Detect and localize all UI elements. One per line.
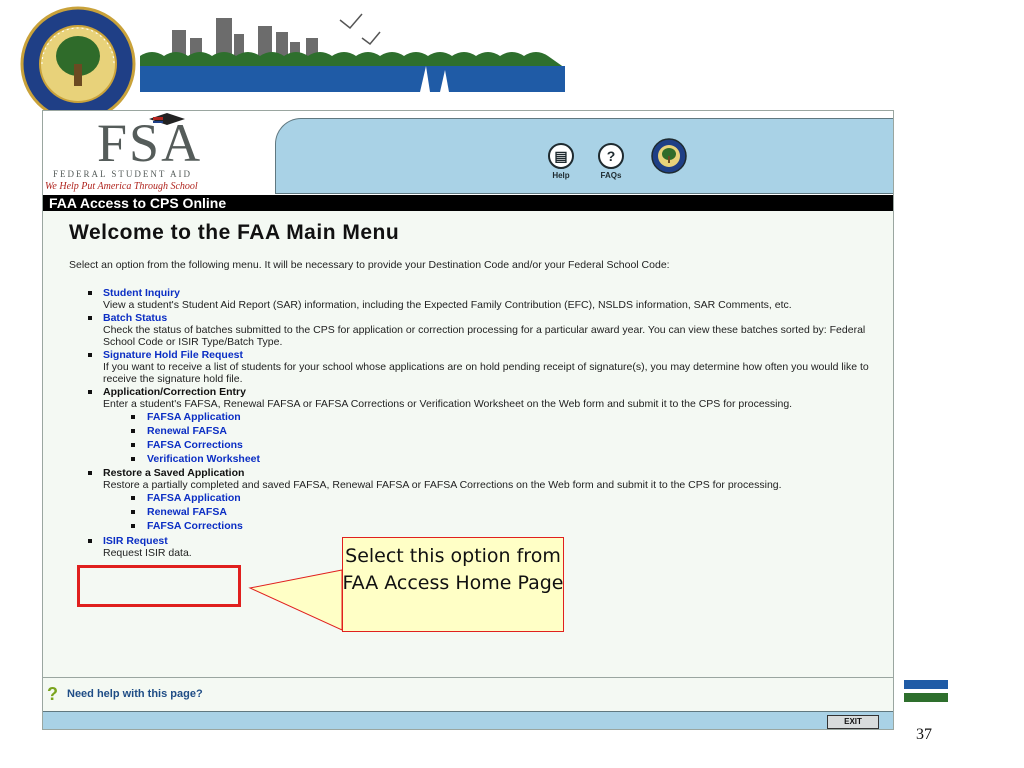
fsa-tagline: We Help Put America Through School — [45, 181, 198, 192]
isir-highlight-box — [77, 565, 241, 607]
app-correction-heading: Application/Correction Entry — [103, 386, 246, 398]
question-icon: ? — [598, 143, 624, 169]
city-skyline-banner-icon — [140, 8, 565, 96]
menu-item-app-correction — [93, 386, 883, 466]
faqs-button[interactable] — [598, 143, 624, 180]
sub-link-verification-worksheet[interactable]: Verification Worksheet — [103, 452, 883, 466]
fsa-wordmark: FSA — [97, 113, 203, 173]
restore-link-fafsa-application[interactable]: FAFSA Application — [103, 491, 883, 505]
fsa-subtitle: FEDERAL STUDENT AID — [53, 169, 192, 179]
help-bar — [43, 677, 894, 710]
restore-link-renewal-fafsa[interactable]: Renewal FAFSA — [103, 505, 883, 519]
site-header — [43, 111, 894, 195]
help-button[interactable] — [548, 143, 574, 180]
stripe-flag-icon — [904, 680, 948, 702]
page-title: Welcome to the FAA Main Menu — [69, 221, 400, 244]
sub-link-renewal-fafsa[interactable]: Renewal FAFSA — [103, 424, 883, 438]
menu-item-restore — [93, 467, 883, 533]
restore-desc: Restore a partially completed and saved FAFSA, Renewal FAFSA or FAFSA Corrections on the Web form and submit it to the CPS for processing. — [103, 479, 782, 491]
need-help-link[interactable]: Need help with this page? — [67, 688, 203, 700]
restore-link-fafsa-corrections[interactable]: FAFSA Corrections — [103, 519, 883, 533]
callout-pointer — [240, 560, 350, 640]
intro-text: Select an option from the following menu. It will be necessary to provide your Destination Code and/or your Federal School Code: — [69, 259, 670, 271]
isir-request-desc: Request ISIR data. — [103, 547, 192, 559]
app-correction-desc: Enter a student's FAFSA, Renewal FAFSA or FAFSA Corrections or Verification Worksheet on the Web form and submit it to the CPS for processing. — [103, 398, 793, 410]
main-menu — [93, 287, 883, 560]
sub-link-fafsa-corrections[interactable]: FAFSA Corrections — [103, 438, 883, 452]
help-question-icon: ? — [47, 684, 58, 704]
signature-hold-desc: If you want to receive a list of students for your school whose applications are on hold pending receipt of signature(s), you may determine how often you would like to receive the signature hold file. — [103, 361, 869, 385]
nav-band — [275, 118, 893, 194]
batch-status-desc: Check the status of batches submitted to the CPS for application or correction processing for a particular award year. You can view these batches sorted by: Federal School Code or ISIR Type/Batch Type. — [103, 324, 866, 348]
batch-status-link[interactable]: Batch Status — [103, 312, 168, 324]
fsa-logo — [45, 111, 275, 195]
restore-heading: Restore a Saved Application — [103, 467, 245, 479]
ed-seal-icon[interactable] — [650, 137, 688, 175]
isir-request-link[interactable]: ISIR Request — [103, 535, 168, 547]
footer-bar — [43, 711, 894, 730]
student-inquiry-link[interactable]: Student Inquiry — [103, 287, 180, 299]
book-icon: ▤ — [548, 143, 574, 169]
faa-access-screenshot — [42, 110, 894, 730]
menu-item-student-inquiry — [93, 287, 883, 311]
faqs-label: FAQs — [600, 171, 622, 180]
student-inquiry-desc: View a student's Student Aid Report (SAR) information, including the Expected Family Contribution (EFC), NSLDS information, SAR Comments, etc. — [103, 299, 792, 311]
department-of-education-seal-icon — [18, 4, 138, 124]
sub-link-fafsa-application[interactable]: FAFSA Application — [103, 410, 883, 424]
menu-item-signature-hold — [93, 349, 883, 385]
exit-button[interactable]: EXIT — [827, 715, 879, 729]
menu-item-batch-status — [93, 312, 883, 348]
signature-hold-link[interactable]: Signature Hold File Request — [103, 349, 244, 361]
slide-number: 37 — [916, 726, 932, 743]
callout-text: Select this option from FAA Access Home Page — [342, 545, 564, 594]
site-title-bar: FAA Access to CPS Online — [43, 195, 894, 211]
help-label: Help — [552, 171, 570, 180]
